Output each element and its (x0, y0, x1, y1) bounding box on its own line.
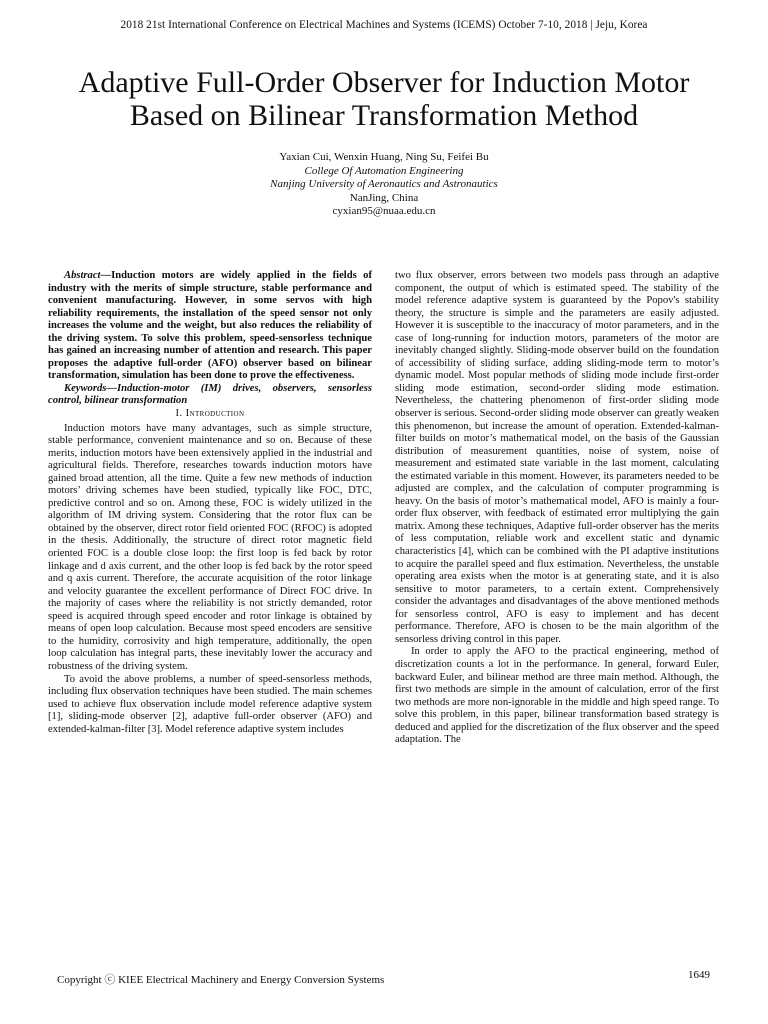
copyright-footer: Copyright ⓒ KIEE Electrical Machinery and Energy Conversion Systems (57, 974, 385, 986)
right-column (395, 270, 719, 747)
author-city: NanJing, China (349, 191, 419, 204)
conference-header: 2018 21st International Conference on Electrical Machines and Systems (ICEMS) October 7-10, 2018 | Jeju, Korea (120, 19, 648, 31)
abstract-text: —Induction motors are widely applied in the fields of industry with the merits of simple structure, stable performance and convenient manufacturing. However, in some servos with high reliability requirements, the installation of the speed sensor not only increases the volume and the weight, but also reduces the reliability of the driving system. To solve this problem, speed-sensorless technique has gained an increasing number of attention and research. This paper proposes the adaptive full-order (AFO) observer based on bilinear transformation, simulation has been done to prove the effectiveness. (48, 270, 372, 382)
author-college: College Of Automation Engineering (304, 164, 464, 177)
keywords (48, 383, 372, 408)
intro-paragraph-4: In order to apply the AFO to the practical engineering, method of discretization counts a lot in the performance. In general, forward Euler, backward Euler, and bilinear method are three main method. Although, the first two methods are simple in the amount of calculation, error of the first two methods are more non-ignorable in the middle and high speed range. To solve this problem, in this paper, bilinear transformation based strategy is deduced and applied for the discretization of the flux observer and the speed adaptation. The (395, 646, 719, 746)
section-heading-introduction: I. Introduction (175, 408, 245, 420)
abstract-label: Abstract (64, 270, 101, 281)
intro-paragraph-2: To avoid the above problems, a number of speed-sensorless methods, including flux observation techniques have been studied. The main schemes used to achieve flux observation include model reference adaptive system [1], sliding-mode observer [2], adaptive full-order observer (AFO) and extended-kalman-filter [3]. Model reference adaptive system includes (48, 673, 372, 735)
author-email[interactable]: cyxian95@nuaa.edu.cn (332, 205, 436, 217)
author-university: Nanjing University of Aeronautics and Astronautics (270, 178, 498, 190)
title-line-2: Based on Bilinear Transformation Method (129, 99, 639, 132)
author-block (0, 151, 768, 219)
intro-paragraph-1: Induction motors have many advantages, such as simple structure, stable performance, convenient maintenance and so on. Because of these merits, induction motors have been extensively applied in the industrial and agricultural fields. Therefore, researches towards induction motors have gained broad attention, all the time. Quite a few new methods of induction motors’ driving schemes have been studied, typically like FOC, DTC, predictive control and so on. Among these, FOC is widely utilized in the algorithm of IM driving system. Considering that the rotor flux can be obtained by the observer, direct rotor field oriented FOC (RFOC) is adopted in the thesis. Additionally, the structure of direct rotor magnetic field oriented FOC is a double close loop: the first loop is fed back by rotor linkage and d axis current, and the other loop is fed back by the rotor speed and q axis current. Therefore, the accurate acquisition of the rotor linkage and velocity guarantee the excellent performance of Direct FOC drive. In the majority of cases where the reliability is not strictly demanded, rotor speed is acquired through speed encoder and rotor linkage is obtained by means of open loop calculation. Because most speed encoders are sensitive to the humidity, corrosivity and high temperature, additionally, the open loop calculation has integral parts, these inevitably lower the accuracy and robustness of the driving system. (48, 422, 372, 672)
left-column (48, 270, 372, 736)
keywords-label: Keywords (64, 382, 107, 394)
author-names: Yaxian Cui, Wenxin Huang, Ning Su, Feifei Bu (279, 151, 489, 163)
paper-title (0, 66, 768, 132)
page-number: 1649 (688, 969, 710, 981)
intro-paragraph-3: two flux observer, errors between two models pass through an adaptive component, the output of which is estimated speed. The stability of the model reference adaptive system is guaranteed by the Popov's stability theory, the structure is simple and the parameters are easily adjusted. However it is susceptible to the inaccuracy of motor parameters, and in the case of long-running for induction motors, parameters of the motor are inevitably changed slightly. Sliding-mode observer build on the foundation of accessibility of sliding surface, adding sliding-mode term to motor’s dynamic model. Most popular methods of sliding mode include first-order sliding mode estimation, second-order sliding mode estimation. Nevertheless, the chattering phenomenon of first-order sliding mode observer is serious. Second-order sliding mode observer can greatly weaken this phenomenon, but increase the amount of operation. Extended-kalman-filter builds on motor’s mathematical model, on the basis of the Gaussian distribution of measurement quantities, noise of system, noise of measurement and estimated state variable in the last moment, calculating the estimated variable in this moment. However, its parameters needed to be adjusted are complex, and the calculation of computer programming is heavy. On the basis of motor’s mathematical model, AFO is mainly a four-order flux observer, with feedback of estimated error multiplying the gain matrix. Among these techniques, Adaptive full-order observer has the merits of less computation, reliable work and excellent static and dynamic characteristics [4], which can be combined with the PI adaptive institutions to acquire the parallel speed and flux estimation. Nevertheless, the unstable operating area exists when the motor is at generating state, and it is also sensitive to motor parameters, to a certain extent. Comprehensively consider the advantages and disadvantages of the above mentioned methods for sensorless control, AFO is easy to implement and has decent performance. Therefore, AFO is chosen to be the main algorithm of the sensorless driving control in this paper. (395, 270, 719, 645)
abstract (48, 270, 372, 383)
keywords-text: —Induction-motor (IM) drives, observers, sensorless control, bilinear transformation (48, 382, 372, 407)
title-line-1: Adaptive Full-Order Observer for Induction Motor (78, 66, 690, 99)
